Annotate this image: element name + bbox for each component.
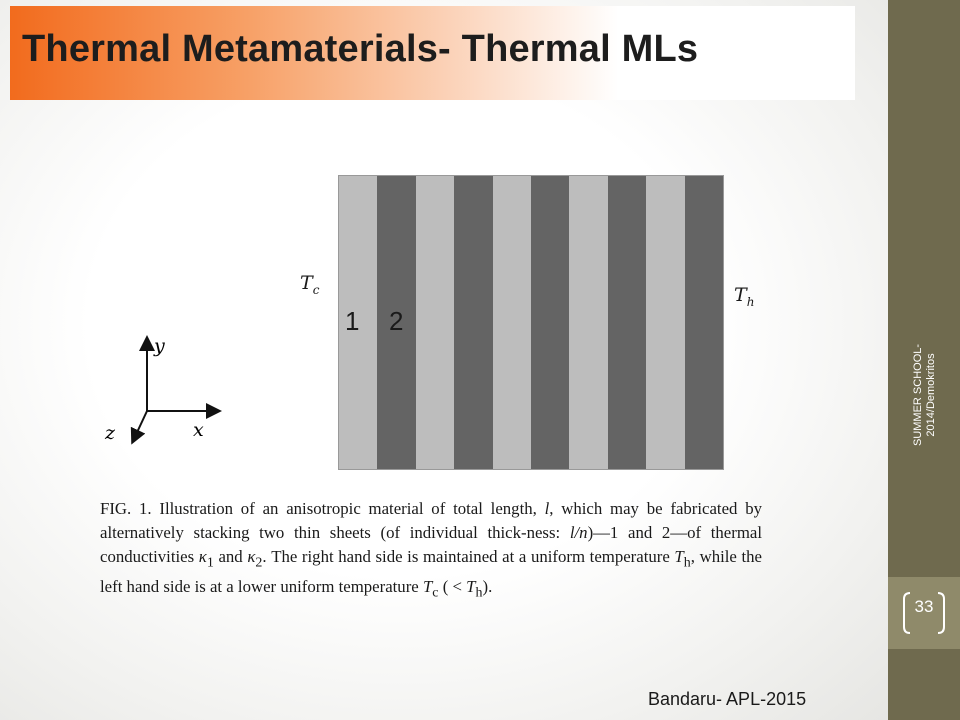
layer-stripe-light — [569, 176, 607, 469]
layer-label-2: 2 — [389, 306, 404, 336]
slide-title: Thermal Metamaterials- Thermal MLs — [22, 28, 699, 70]
cold-temperature-label: $T_c$ — [300, 272, 320, 297]
z-axis-arrow — [133, 411, 147, 441]
layer-stripe-dark — [454, 176, 492, 469]
page-number: 33 — [914, 597, 934, 616]
citation: Bandaru- APL-2015 — [648, 689, 807, 709]
sidebar-footer: SUMMER SCHOOL- 2014/Demokritos — [912, 343, 937, 447]
layer-stripe-dark — [531, 176, 569, 469]
layer-stripe-light — [646, 176, 684, 469]
x-axis-label: x — [193, 419, 204, 441]
coordinate-axes — [100, 325, 240, 450]
z-axis-label: z — [105, 422, 116, 444]
layer-stripe-light — [416, 176, 454, 469]
layer-stripe-light — [493, 176, 531, 469]
hot-temperature-label: $T_h$ — [734, 284, 755, 309]
y-axis-label: y — [154, 335, 165, 357]
layer-stripe-dark — [608, 176, 646, 469]
figure-caption: FIG. 1. Illustration of an anisotropic material of total length, l, which may be fabricated by alternatively stacking two thin sheets (of individual thick-ness: l/n)—1 and 2—of thermal conductivities $\kappa_1$ and $\kappa_2$. The right hand side is maintained at a uniform temperature $T_h$, while the left hand side is at a lower uniform temperature $T_c$ ( < $T_h$). — [100, 499, 762, 601]
layer-stripe-dark — [685, 176, 723, 469]
layer-label-1: 1 — [345, 306, 360, 336]
